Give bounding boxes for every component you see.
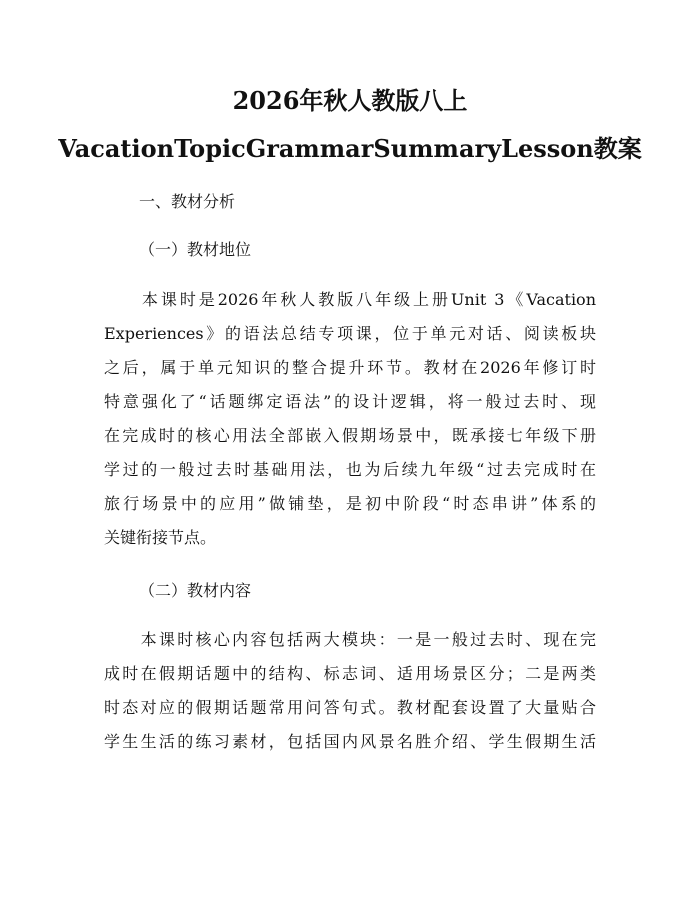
paragraph-line: 特意强化了“话题绑定语法”的设计逻辑，将一般过去时、现: [104, 392, 596, 411]
paragraph-line: 本课时是2026年秋人教版八年级上册Unit 3《Vacation: [104, 290, 596, 309]
paragraph-line: 学生生活的练习素材，包括国内风景名胜介绍、学生假期生活: [104, 732, 596, 751]
paragraph-line: 之后，属于单元知识的整合提升环节。教材在2026年修订时: [104, 358, 596, 377]
paragraph-line: Experiences》的语法总结专项课，位于单元对话、阅读板块: [104, 324, 596, 343]
subsection-heading-textbook-status: （一）教材地位: [139, 240, 252, 259]
document-title-line-2: VacationTopicGrammarSummaryLesson教案: [58, 134, 642, 163]
paragraph-line: 旅行场景中的应用”做铺垫，是初中阶段“时态串讲”体系的: [104, 494, 596, 513]
paragraph-line: 时态对应的假期话题常用问答句式。教材配套设置了大量贴合: [104, 698, 596, 717]
subsection-heading-textbook-content: （二）教材内容: [139, 581, 252, 600]
paragraph-line: 成时在假期话题中的结构、标志词、适用场景区分；二是两类: [104, 664, 596, 683]
paragraph-line: 关键衔接节点。: [104, 528, 217, 547]
document-title-line-1: 2026年秋人教版八上: [232, 86, 468, 115]
paragraph-line: 在完成时的核心用法全部嵌入假期场景中，既承接七年级下册: [104, 426, 596, 445]
section-heading-textbook-analysis: 一、教材分析: [139, 192, 236, 211]
paragraph-textbook-content: [104, 623, 596, 759]
paragraph-line: 本课时核心内容包括两大模块：一是一般过去时、现在完: [104, 630, 596, 649]
paragraph-line: 学过的一般过去时基础用法，也为后续九年级“过去完成时在: [104, 460, 596, 479]
paragraph-textbook-status: [104, 283, 596, 555]
